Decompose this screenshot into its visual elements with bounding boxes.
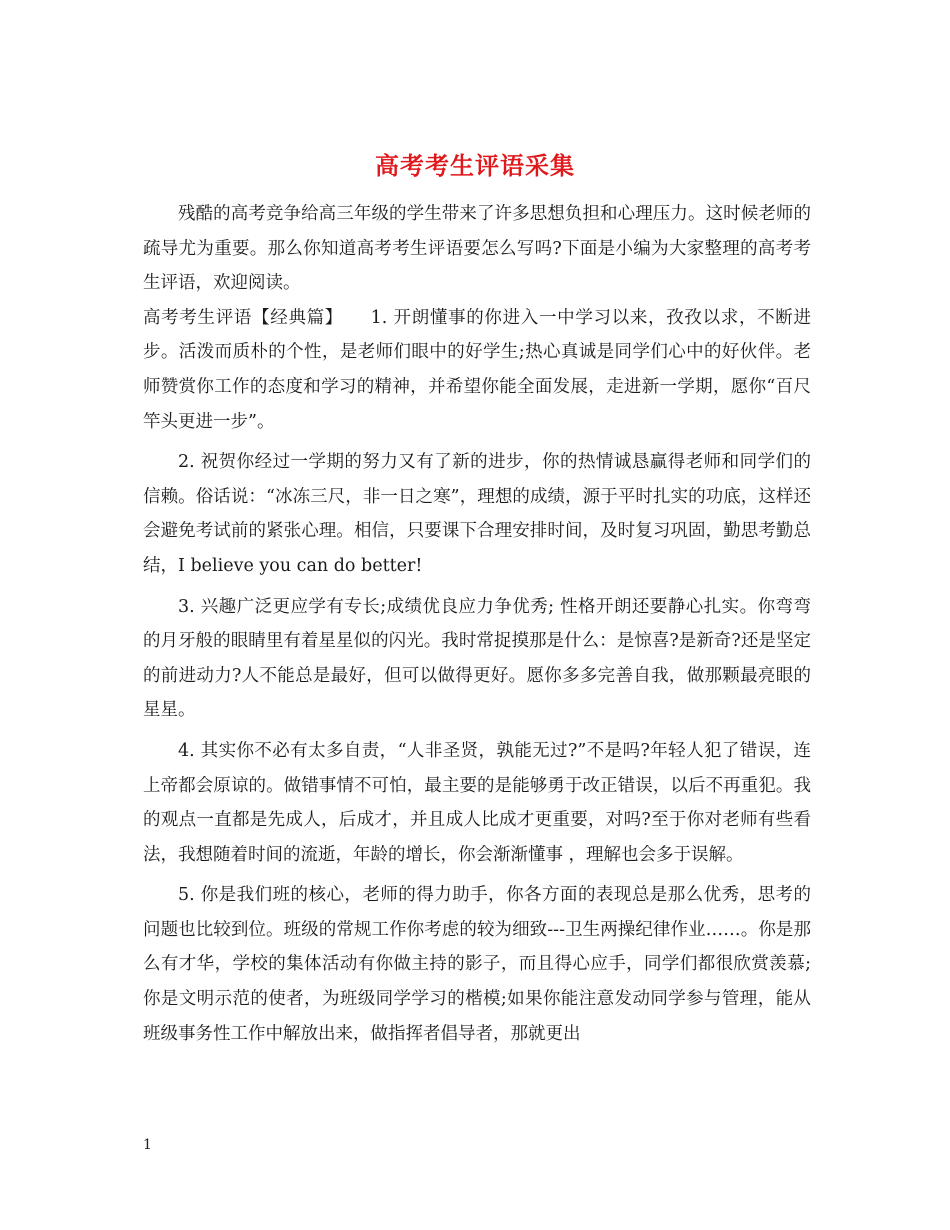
page-number: 1: [143, 1137, 152, 1153]
document-title: 高考考生评语采集: [375, 151, 575, 181]
comment-paragraph-5: 5. 你是我们班的核心，老师的得力助手，你各方面的表现总是那么优秀，思考的问题也比较到位。班级的常规工作你考虑的较为细致---卫生两操纪律作业……。你是那么有才华，学校的集体活动有你做主持的影子，而且得心应手，同学们都很欣赏羡慕;你是文明示范的使者，为班级同学学习的楷模;如果你能注意发动同学参与管理，能从班级事务性工作中解放出来，做指挥者倡导者，那就更出: [143, 885, 811, 1044]
intro-paragraph: 残酷的高考竞争给高三年级的学生带来了许多思想负担和心理压力。这时候老师的疏导尤为重要。那么你知道高考考生评语要怎么写吗?下面是小编为大家整理的高考考生评语，欢迎阅读。: [143, 204, 811, 294]
comment-paragraph-1: 高考考生评语【经典篇】 1. 开朗懂事的你进入一中学习以来，孜孜以求，不断进步。活泼而质朴的个性，是老师们眼中的好学生;热心真诚是同学们心中的好伙伴。老师赞赏你工作的态度和学习的精神，并希望你能全面发展，走进新一学期，愿你“百尺竿头更进一步”。: [143, 307, 811, 432]
comment-paragraph-2: 2. 祝贺你经过一学期的努力又有了新的进步，你的热情诚恳赢得老师和同学们的信赖。俗话说：“冰冻三尺，非一日之寒”，理想的成绩，源于平时扎实的功底，这样还会避免考试前的紧张心理。相信，只要课下合理安排时间，及时复习巩固，勤思考勤总结，I believe you can do better!: [143, 452, 811, 576]
document-body: [143, 197, 811, 1051]
comment-paragraph-4: 4. 其实你不必有太多自责，“人非圣贤，孰能无过?”不是吗?年轻人犯了错误，连上帝都会原谅的。做错事情不可怕，最主要的是能够勇于改正错误，以后不再重犯。我的观点一直都是先成人，后成才，并且成人比成才更重要，对吗?至于你对老师有些看法，我想随着时间的流逝，年龄的增长，你会渐渐懂事 ，理解也会多于误解。: [143, 740, 811, 865]
comment-paragraph-3: 3. 兴趣广泛更应学有专长;成绩优良应力争优秀; 性格开朗还要静心扎实。你弯弯的月牙般的眼睛里有着星星似的闪光。我时常捉摸那是什么：是惊喜?是新奇?还是坚定的前进动力?人不能总是最好，但可以做得更好。愿你多多完善自我，做那颗最亮眼的星星。: [143, 596, 811, 721]
